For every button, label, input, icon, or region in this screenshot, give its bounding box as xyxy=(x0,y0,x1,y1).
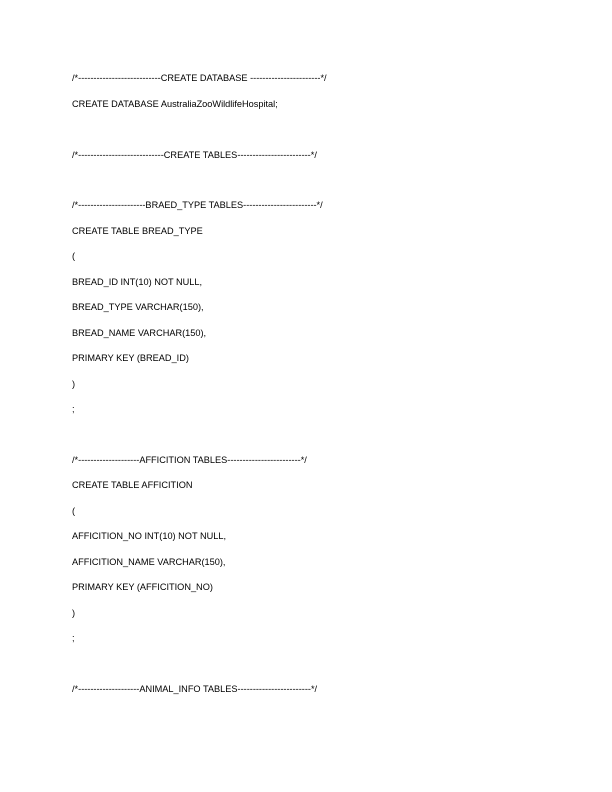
comment-animal-info-tables: /*--------------------ANIMAL_INFO TABLES------------------------*/ xyxy=(72,684,318,694)
comment-braed-type-tables: /*----------------------BRAED_TYPE TABLES------------------------*/ xyxy=(72,200,323,210)
statement-create-table-afficition: CREATE TABLE AFFICITION xyxy=(72,480,193,490)
comment-create-tables: /*----------------------------CREATE TABLES------------------------*/ xyxy=(72,150,317,160)
comment-create-database: /*---------------------------CREATE DATABASE -----------------------*/ xyxy=(72,73,327,83)
column-bread-name: BREAD_NAME VARCHAR(150), xyxy=(72,328,207,338)
column-afficition-name: AFFICITION_NAME VARCHAR(150), xyxy=(72,557,226,567)
open-paren: ( xyxy=(72,506,76,516)
close-paren: ) xyxy=(72,379,76,389)
column-bread-id: BREAD_ID INT(10) NOT NULL, xyxy=(72,277,203,287)
column-afficition-no: AFFICITION_NO INT(10) NOT NULL, xyxy=(72,531,226,541)
semicolon: ; xyxy=(72,404,75,414)
statement-create-database: CREATE DATABASE AustraliaZooWildlifeHospital; xyxy=(72,99,278,109)
primary-key-bread-id: PRIMARY KEY (BREAD_ID) xyxy=(72,353,189,363)
comment-afficition-tables: /*--------------------AFFICITION TABLES------------------------*/ xyxy=(72,455,307,465)
close-paren: ) xyxy=(72,608,76,618)
primary-key-afficition-no: PRIMARY KEY (AFFICITION_NO) xyxy=(72,582,213,592)
open-paren: ( xyxy=(72,251,76,261)
statement-create-table-bread-type: CREATE TABLE BREAD_TYPE xyxy=(72,226,203,236)
column-bread-type: BREAD_TYPE VARCHAR(150), xyxy=(72,302,204,312)
semicolon: ; xyxy=(72,633,75,643)
